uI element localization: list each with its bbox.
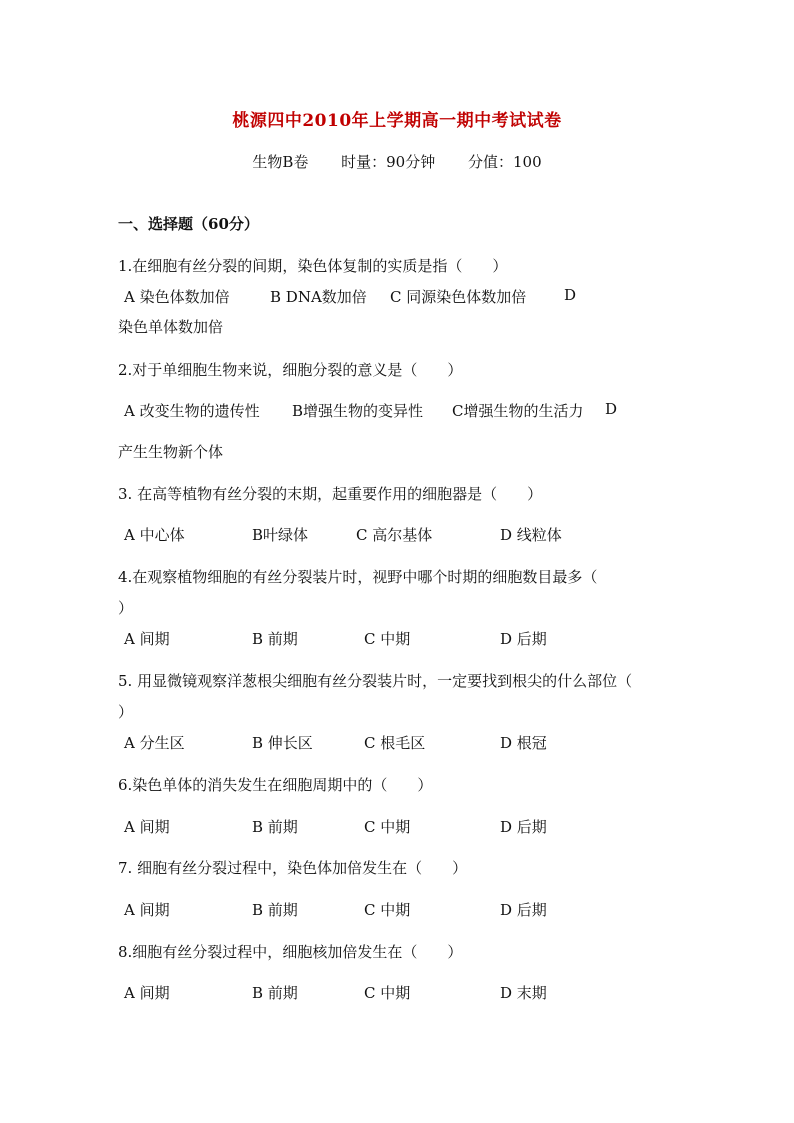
question-6-option-a: A 间期 — [124, 818, 170, 836]
question-3-option-b: B叶绿体 — [252, 526, 309, 544]
question-8-option-a: A 间期 — [124, 984, 170, 1002]
question-6-stem: 6.染色单体的消失发生在细胞周期中的（ ） — [118, 776, 433, 794]
question-5-option-b: B 伸长区 — [252, 734, 313, 752]
question-3-option-a: A 中心体 — [124, 526, 185, 544]
question-5-stem: 5. 用显微镜观察洋葱根尖细胞有丝分裂装片时，一定要找到根尖的什么部位（ — [118, 672, 633, 690]
question-4-stem: 4.在观察植物细胞的有丝分裂装片时，视野中哪个时期的细胞数目最多（ — [118, 568, 598, 586]
question-1-stem: 1.在细胞有丝分裂的间期，染色体复制的实质是指（ ） — [118, 257, 508, 275]
question-2-option-c: C增强生物的生活力 — [452, 402, 584, 420]
question-2-option-b: B增强生物的变异性 — [292, 402, 424, 420]
question-5-option-a: A 分生区 — [124, 734, 185, 752]
question-4-option-c: C 中期 — [364, 630, 411, 648]
question-8-option-d: D 末期 — [500, 984, 547, 1002]
question-7-option-d: D 后期 — [500, 901, 547, 919]
question-1-option-d: D — [564, 286, 577, 304]
question-4-option-a: A 间期 — [124, 630, 170, 648]
question-6-option-c: C 中期 — [364, 818, 411, 836]
question-4-option-d: D 后期 — [500, 630, 547, 648]
question-1-option-d-text: 染色单体数加倍 — [118, 318, 224, 336]
question-2-stem: 2.对于单细胞生物来说，细胞分裂的意义是（ ） — [118, 361, 463, 379]
question-6-option-d: D 后期 — [500, 818, 547, 836]
total-score: 分值：100 — [468, 153, 542, 171]
question-7-option-a: A 间期 — [124, 901, 170, 919]
question-8-stem: 8.细胞有丝分裂过程中，细胞核加倍发生在（ ） — [118, 943, 463, 961]
question-3-stem: 3. 在高等植物有丝分裂的末期，起重要作用的细胞器是（ ） — [118, 485, 543, 503]
question-4-option-b: B 前期 — [252, 630, 298, 648]
question-1-option-b: B DNA数加倍 — [270, 288, 367, 306]
time-limit: 时量：90分钟 — [341, 153, 436, 171]
question-1-option-c: C 同源染色体数加倍 — [390, 288, 527, 306]
question-1-option-a: A 染色体数加倍 — [124, 288, 230, 306]
question-8-option-c: C 中期 — [364, 984, 411, 1002]
question-3-option-d: D 线粒体 — [500, 526, 562, 544]
question-2-option-d: D — [605, 400, 618, 418]
question-5-stem-cont: ） — [118, 703, 134, 721]
section-heading: 一、选择题（60分） — [118, 215, 259, 233]
question-2-option-a: A 改变生物的遗传性 — [124, 402, 260, 420]
question-3-option-c: C 高尔基体 — [356, 526, 433, 544]
subject-volume: 生物B卷 — [252, 153, 309, 171]
exam-title: 桃源四中2010年上学期高一期中考试试卷 — [232, 111, 562, 131]
question-6-option-b: B 前期 — [252, 818, 298, 836]
question-7-option-b: B 前期 — [252, 901, 298, 919]
exam-subtitle — [0, 151, 794, 172]
question-7-stem: 7. 细胞有丝分裂过程中，染色体加倍发生在（ ） — [118, 859, 468, 877]
question-5-option-d: D 根冠 — [500, 734, 547, 752]
question-8-option-b: B 前期 — [252, 984, 298, 1002]
question-4-stem-cont: ） — [118, 599, 134, 617]
question-5-option-c: C 根毛区 — [364, 734, 426, 752]
question-7-option-c: C 中期 — [364, 901, 411, 919]
question-2-option-d-text: 产生生物新个体 — [118, 443, 224, 461]
